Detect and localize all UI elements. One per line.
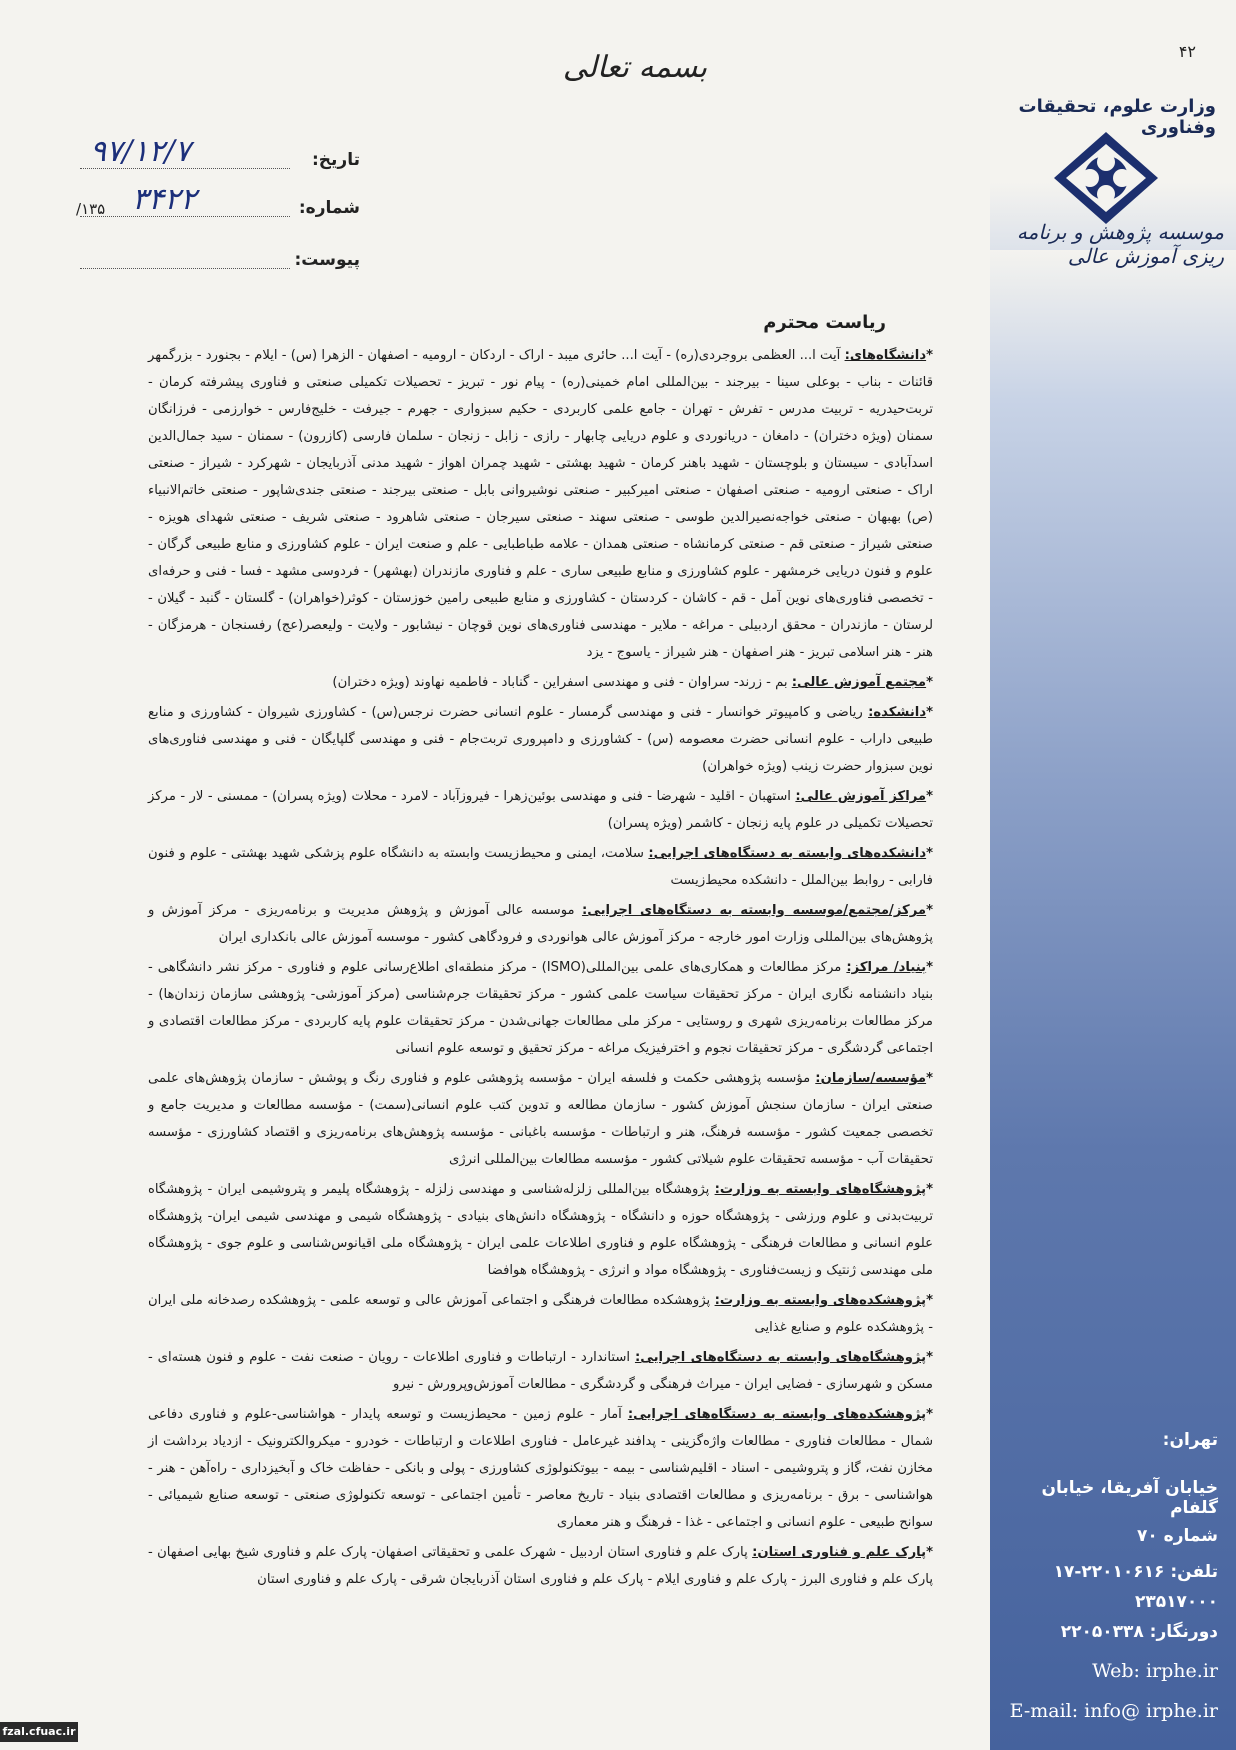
- number-prefix: ۱۳۵/: [76, 200, 106, 218]
- attachment-label: پیوست:: [294, 250, 360, 270]
- paragraph-affiliated-faculties: *دانشکده‌های وابسته به دستگاه‌های اجرایی: سلامت، ایمنی و محیط‌زیست وابسته به دانشگاه علوم پزشکی شهید بهشتی - علوم و فنون فارابی - روابط بین‌الملل - دانشکده محیط‌زیست: [148, 846, 934, 888]
- paragraph-text: مؤسسه پژوهشی حکمت و فلسفه ایران - مؤسسه پژوهشی علوم و فناوری رنگ و پوشش - سازمان پژوهش‌های علمی صنعتی ایران - سازمان سنجش آموزش کشور - سازمان مطالعه و تدوین کتب علوم انسانی(سمت) - مؤسسه مطالعات و مدیریت جامع و تخصصی جمعیت کشور - مؤسسه فرهنگ، هنر و ارتباطات - مؤسسه باغبانی - مؤسسه پژوهش‌های برنامه‌ریزی و اقتصاد کشاورزی - مؤسسه تحقیقات آب - مؤسسه تحقیقات علوم شیلاتی کشور - مؤسسه مطالعات بین‌المللی انرژی: [148, 1071, 933, 1167]
- institute-logo-icon: [1046, 128, 1166, 228]
- date-label: تاریخ:: [312, 150, 360, 170]
- basmala: بسمه تعالی: [562, 50, 708, 85]
- contact-number: شماره ۷۰: [1136, 1526, 1218, 1546]
- fax-label: دورنگار:: [1149, 1622, 1218, 1642]
- paragraph-text: موسسه عالی آموزش و پژوهش مدیریت و برنامه‌ریزی - مرکز آموزش و پژوهش‌های بین‌المللی وزارت امور خارجه - مرکز آموزش عالی هوانوردی و فرودگاهی کشور - موسسه آموزش عالی بانکداری ایران: [148, 903, 933, 945]
- corner-mark: ۴۲: [1178, 42, 1196, 61]
- paragraph-head: پژوهشگاه‌های وابسته به وزارت:: [714, 1182, 927, 1197]
- paragraph-text: آیت ا... العظمی بروجردی(ره) - آیت ا... حائری میبد - اراک - اردکان - ارومیه - اصفهان - الزهرا (س) - ایلام - بجنورد - بزرگمهر قائنات - بناب - بوعلی سینا - بیرجند - بین‌المللی امام خمینی(ره) - پیام نور - تبریز - تحصیلات تکمیلی صنعتی و فناوری پیشرفته کرمان - تربت‌حیدریه - تربیت مدرس - تفرش - تهران - جامع علمی کاربردی - حکیم سبزواری - جهرم - جیرفت - خلیج‌فارس - خوارزمی - فرزانگان سمنان (ویژه دختران) - دامغان - دریانوردی و علوم دریایی چابهار - رازی - زابل - زنجان - سلمان فارسی (کازرون) - سمنان - سید جمال‌الدین اسدآبادی - سیستان و بلوچستان - شهید باهنر کرمان - شهید بهشتی - شهید چمران اهواز - شهید مدنی آذربایجان - شهرکرد - شیراز - صنعتی اراک - صنعتی ارومیه - صنعتی اصفهان - صنعتی امیرکبیر - صنعتی نوشیروانی بابل - صنعتی بیرجند - صنعتی جندی‌شاپور - صنعتی خاتم‌الانبیاء (ص) بهبهان - صنعتی خواجه‌نصیرالدین طوسی - صنعتی سهند - صنعتی سیرجان - صنعتی شاهرود - صنعتی شریف - صنعتی شهدای هویزه - صنعتی شیراز - صنعتی قم - صنعتی کرمانشاه - صنعتی همدان - علامه طباطبایی - علم و صنعت ایران - علوم کشاورزی و منابع طبیعی گرگان - علوم و فنون دریایی خرمشهر - علوم کشاورزی و منابع طبیعی ساری - علم و فناوری مازندران (بهشهر) - فردوسی مشهد - فسا - فنی و حرفه‌ای - تخصصی فناوری‌های نوین آمل - قم - کاشان - کردستان - کشاورزی و منابع طبیعی رامین خوزستان - کوثر(خواهران) - گلستان - گنبد - گیلان - لرستان - مازندران - محقق اردبیلی - مراغه - ملایر - مهندسی فناوری‌های نوین قوچان - نیشابور - ولایت - ولیعصر(عج) رفسنجان - هرمزگان - هنر - هنر اسلامی تبریز - هنر اصفهان - هنر شیراز - یاسوج - یزد: [148, 348, 933, 660]
- paragraph-head: دانشکده:: [868, 705, 927, 720]
- contact-address: خیابان آفریقا، خیابان گلفام: [1041, 1478, 1218, 1518]
- greeting: ریاست محترم: [763, 312, 886, 333]
- paragraph-head: پژوهشکده‌های وابسته به وزارت:: [714, 1293, 927, 1308]
- paragraph-foundations: *بنیاد/ مراکز: مرکز مطالعات و همکاری‌های علمی بین‌المللی(ISMO) - مرکز منطقه‌ای اطلاع‌رسانی علوم و فناوری - مرکز نشر دانشگاهی - بنیاد دانشنامه نگاری ایران - مرکز تحقیقات سیاست علمی کشور - مرکز تحقیقات جرم‌شناسی (مرکز آموزشی- پژوهشی سازمان زندان‌ها) - مرکز مطالعات برنامه‌ریزی شهری و روستایی - مرکز ملی مطالعات جهانی‌شدن - مرکز تحقیقات علوم پایه کاربردی - مرکز مطالعات اقتصادی و اجتماعی گردشگری - مرکز تحقیقات نجوم و اخترفیزیک مراغه - مرکز تحقیق و توسعه علوم انسانی: [148, 960, 933, 1056]
- paragraph-head: بنیاد/ مراکز:: [846, 960, 927, 975]
- contact-phone2: ۲۳۵۱۷۰۰۰: [1134, 1592, 1218, 1612]
- contact-web: Web: irphe.ir: [1092, 1660, 1218, 1682]
- paragraph-research-centers-executive: *پژوهشکده‌های وابسته به دستگاه‌های اجرایی: آمار - علوم زمین - محیط‌زیست و توسعه پایدار - هواشناسی-علوم و فناوری دفاعی شمال - مطالعات فناوری - مطالعات واژه‌گزینی - پدافند غیرعامل - فناوری اطلاعات و ارتباطات - خودرو - میکروالکترونیک - ازدیاد برداشت از مخازن نفت، گاز و پتروشیمی - اسناد - اقلیم‌شناسی - بیمه - بیوتکنولوژی کشاورزی - پولی و بانکی - حفاظت خاک و آبخیزداری - راه‌آهن - هنر - هواشناسی - برق - برنامه‌ریزی و مطالعات اقتصادی بنیاد - تاریخ معاصر - تأمین اجتماعی - توسعه تکنولوژی صنعتی - توسعه صنایع شیمیائی - سوانح طبیعی - علوم انسانی و اجتماعی - غذا - فرهنگ و هنر معماری: [148, 1407, 933, 1530]
- paragraph-higher-education-centers: *مراکز آموزش عالی: استهبان - اقلید - شهرضا - فنی و مهندسی بوئین‌زهرا - فیروزآباد - لامرد - محلات (ویژه پسران) - ممسنی - لار - مرکز تحصیلات تکمیلی در علوم پایه زنجان - کاشمر (ویژه پسران): [148, 789, 933, 831]
- paragraph-head: مراکز آموزش عالی:: [795, 789, 927, 804]
- number-value: ۳۴۲۲: [132, 182, 197, 217]
- side-band: [990, 250, 1236, 1750]
- watermark-tag: fzal.cfuac.ir: [0, 1722, 78, 1742]
- phone-label: تلفن:: [1170, 1562, 1218, 1582]
- paragraph-head: مجتمع آموزش عالی:: [791, 675, 927, 690]
- paragraph-text: پژوهشگاه بین‌المللی زلزله‌شناسی و مهندسی زلزله - پژوهشگاه پلیمر و پتروشیمی ایران - پژوهشگاه تربیت‌بدنی و علوم ورزشی - پژوهشگاه حوزه و دانشگاه - پژوهشگاه دانش‌های بنیادی - پژوهشگاه شیمی و مهندسی شیمی ایران- پژوهشگاه علوم انسانی و مطالعات فرهنگی - پژوهشگاه علوم و فناوری اطلاعات علمی ایران - پژوهشگاه ملی اقیانوس‌شناسی و علوم جوی - پژوهشگاه ملی مهندسی ژنتیک و زیست‌فناوری - پژوهشگاه مواد و انرژی - پژوهشگاه هوافضا: [148, 1182, 933, 1278]
- paragraph-text: ریاضی و کامپیوتر خوانسار - فنی و مهندسی گرمسار - علوم انسانی حضرت نرجس(س) - کشاورزی شیروان - کشاورزی و منابع طبیعی داراب - علوم انسانی حضرت معصومه (س) - کشاورزی و دامپروری تربت‌جام - فنی و مهندسی گلپایگان - فنی و مهندسی فناوری‌های نوین سبزوار حضرت زینب (ویژه خواهران): [148, 705, 933, 774]
- paragraph-text: بم - زرند- سراوان - فنی و مهندسی اسفراین - گناباد - فاطمیه نهاوند (ویژه دختران): [332, 675, 792, 690]
- date-value: ۹۷/۱۲/۷: [90, 134, 191, 169]
- paragraph-text: استاندارد - ارتباطات و فناوری اطلاعات - رویان - صنعت نفت - علوم و فنون هسته‌ای - مسکن و شهرسازی - فضایی ایران - میراث فرهنگی و گردشگری - مطالعات آموزش‌وپرورش - نیرو: [148, 1350, 933, 1392]
- contact-city: تهران:: [1162, 1430, 1218, 1450]
- paragraph-text: استهبان - اقلید - شهرضا - فنی و مهندسی بوئین‌زهرا - فیروزآباد - لامرد - محلات (ویژه پسران) - ممسنی - لار - مرکز تحصیلات تکمیلی در علوم پایه زنجان - کاشمر (ویژه پسران): [148, 789, 933, 831]
- paragraph-research-institutes-ministry: *پژوهشگاه‌های وابسته به وزارت: پژوهشگاه بین‌المللی زلزله‌شناسی و مهندسی زلزله - پژوهشگاه پلیمر و پتروشیمی ایران - پژوهشگاه تربیت‌بدنی و علوم ورزشی - پژوهشگاه حوزه و دانشگاه - پژوهشگاه دانش‌های بنیادی - پژوهشگاه شیمی و مهندسی شیمی ایران- پژوهشگاه علوم انسانی و مطالعات فرهنگی - پژوهشگاه علوم و فناوری اطلاعات علمی ایران - پژوهشگاه ملی اقیانوس‌شناسی و علوم جوی - پژوهشگاه ملی مهندسی ژنتیک و زیست‌فناوری - پژوهشگاه مواد و انرژی - پژوهشگاه هوافضا: [148, 1182, 933, 1278]
- paragraph-affiliated-centers: *مرکز/مجتمع/موسسه وابسته به دستگاه‌های اجرایی: موسسه عالی آموزش و پژوهش مدیریت و برنامه‌ریزی - مرکز آموزش و پژوهش‌های بین‌المللی وزارت امور خارجه - مرکز آموزش عالی هوانوردی و فرودگاهی کشور - موسسه آموزش عالی بانکداری ایران: [148, 903, 933, 945]
- paragraph-head: دانشکده‌های وابسته به دستگاه‌های اجرایی:: [648, 846, 927, 861]
- paragraph-science-parks: *پارک علم و فناوری استان: پارک علم و فناوری استان اردبیل - شهرک علمی و تحقیقاتی اصفهان- پارک علم و فناوری شیخ بهایی اصفهان - پارک علم و فناوری البرز - پارک علم و فناوری ایلام - پارک علم و فناوری استان آذربایجان شرقی - پارک علم و فناوری استان: [148, 1545, 933, 1587]
- phone-value: ۲۲۰۱۰۶۱۶-۱۷: [1053, 1562, 1165, 1582]
- paragraph-text: آمار - علوم زمین - محیط‌زیست و توسعه پایدار - هواشناسی-علوم و فناوری دفاعی شمال - مطالعات فناوری - مطالعات واژه‌گزینی - پدافند غیرعامل - فناوری اطلاعات و ارتباطات - خودرو - میکروالکترونیک - ازدیاد برداشت از مخازن نفت، گاز و پتروشیمی - اسناد - اقلیم‌شناسی - بیمه - بیوتکنولوژی کشاورزی - پولی و بانکی - حفاظت خاک و آبخیزداری - راه‌آهن - هنر - هواشناسی - برق - برنامه‌ریزی و مطالعات اقتصادی بنیاد - تاریخ معاصر - تأمین اجتماعی - توسعه تکنولوژی صنعتی - توسعه صنایع شیمیائی - سوانح طبیعی - علوم انسانی و اجتماعی - غذا - فرهنگ و هنر معماری: [148, 1407, 933, 1530]
- paragraph-research-institutes-executive: *پژوهشگاه‌های وابسته به دستگاه‌های اجرایی: استاندارد - ارتباطات و فناوری اطلاعات - رویان - صنعت نفت - علوم و فنون هسته‌ای - مسکن و شهرسازی - فضایی ایران - میراث فرهنگی و گردشگری - مطالعات آموزش‌وپرورش - نیرو: [148, 1350, 933, 1392]
- paragraph-head: پژوهشکده‌های وابسته به دستگاه‌های اجرایی:: [627, 1407, 927, 1422]
- fax-value: ۲۲۰۵۰۳۳۸: [1060, 1622, 1144, 1642]
- contact-fax: [998, 1622, 1218, 1642]
- paragraph-higher-education-complex: *مجتمع آموزش عالی: بم - زرند- سراوان - فنی و مهندسی اسفراین - گناباد - فاطمیه نهاوند (ویژه دختران): [332, 675, 933, 690]
- letter-body: [148, 342, 933, 1596]
- paragraph-head: دانشگاه‌های:: [844, 348, 927, 363]
- attachment-line: [80, 268, 290, 269]
- ministry-name: وزارت علوم، تحقیقات وفناوری: [1018, 96, 1216, 138]
- paragraph-universities: *دانشگاه‌های: آیت ا... العظمی بروجردی(ره) - آیت ا... حائری میبد - اراک - اردکان - ارومیه - اصفهان - الزهرا (س) - ایلام - بجنورد - بزرگمهر قائنات - بناب - بوعلی سینا - بیرجند - بین‌المللی امام خمینی(ره) - پیام نور - تبریز - تحصیلات تکمیلی صنعتی و فناوری پیشرفته کرمان - تربت‌حیدریه - تربیت مدرس - تفرش - تهران - جامع علمی کاربردی - حکیم سبزواری - جهرم - جیرفت - خلیج‌فارس - خوارزمی - فرزانگان سمنان (ویژه دختران) - دامغان - دریانوردی و علوم دریایی چابهار - رازی - زابل - زنجان - سلمان فارسی (کازرون) - سمنان - سید جمال‌الدین اسدآبادی - سیستان و بلوچستان - شهید باهنر کرمان - شهید بهشتی - شهید چمران اهواز - شهید مدنی آذربایجان - شهرکرد - شیراز - صنعتی اراک - صنعتی ارومیه - صنعتی اصفهان - صنعتی امیرکبیر - صنعتی نوشیروانی بابل - صنعتی بیرجند - صنعتی جندی‌شاپور - صنعتی خاتم‌الانبیاء (ص) بهبهان - صنعتی خواجه‌نصیرالدین طوسی - صنعتی سهند - صنعتی سیرجان - صنعتی شاهرود - صنعتی شریف - صنعتی شهدای هویزه - صنعتی شیراز - صنعتی قم - صنعتی کرمانشاه - صنعتی همدان - علامه طباطبایی - علم و صنعت ایران - علوم کشاورزی و منابع طبیعی گرگان - علوم و فنون دریایی خرمشهر - علوم کشاورزی و منابع طبیعی ساری - علم و فناوری مازندران (بهشهر) - فردوسی مشهد - فسا - فنی و حرفه‌ای - تخصصی فناوری‌های نوین آمل - قم - کاشان - کردستان - کشاورزی و منابع طبیعی رامین خوزستان - کوثر(خواهران) - گلستان - گنبد - گیلان - لرستان - مازندران - محقق اردبیلی - مراغه - ملایر - مهندسی فناوری‌های نوین قوچان - نیشابور - ولایت - ولیعصر(عج) رفسنجان - هرمزگان - هنر - هنر اسلامی تبریز - هنر اصفهان - هنر شیراز - یاسوج - یزد: [148, 348, 933, 660]
- paragraph-text: سلامت، ایمنی و محیط‌زیست وابسته به دانشگاه علوم پزشکی شهید بهشتی - علوم و فنون فارابی - روابط بین‌الملل - دانشکده محیط‌زیست: [148, 846, 933, 888]
- contact-email: E-mail: info@ irphe.ir: [1009, 1700, 1218, 1722]
- paragraph-head: مرکز/مجتمع/موسسه وابسته به دستگاه‌های اجرایی:: [581, 903, 927, 918]
- paragraph-text: پارک علم و فناوری استان اردبیل - شهرک علمی و تحقیقاتی اصفهان- پارک علم و فناوری شیخ بهایی اصفهان - پارک علم و فناوری البرز - پارک علم و فناوری ایلام - پارک علم و فناوری استان آذربایجان شرقی - پارک علم و فناوری استان: [148, 1545, 933, 1587]
- paragraph-faculties: *دانشکده: ریاضی و کامپیوتر خوانسار - فنی و مهندسی گرمسار - علوم انسانی حضرت نرجس(س) - کشاورزی شیروان - کشاورزی و منابع طبیعی داراب - علوم انسانی حضرت معصومه (س) - کشاورزی و دامپروری تربت‌جام - فنی و مهندسی گلپایگان - فنی و مهندسی فناوری‌های نوین سبزوار حضرت زینب (ویژه خواهران): [148, 705, 933, 774]
- paragraph-head: پارک علم و فناوری استان:: [752, 1545, 927, 1560]
- paragraph-text: پژوهشکده مطالعات فرهنگی و اجتماعی آموزش عالی و توسعه علمی - پژوهشکده رصدخانه ملی ایران - پژوهشکده علوم و صنایع غذایی: [148, 1293, 933, 1335]
- paragraph-institutes: *مؤسسه/سازمان: مؤسسه پژوهشی حکمت و فلسفه ایران - مؤسسه پژوهشی علوم و فناوری رنگ و پوشش - سازمان پژوهش‌های علمی صنعتی ایران - سازمان سنجش آموزش کشور - سازمان مطالعه و تدوین کتب علوم انسانی(سمت) - مؤسسه مطالعات و مدیریت جامع و تخصصی جمعیت کشور - مؤسسه فرهنگ، هنر و ارتباطات - مؤسسه باغبانی - مؤسسه پژوهش‌های برنامه‌ریزی و اقتصاد کشاورزی - مؤسسه تحقیقات آب - مؤسسه تحقیقات علوم شیلاتی کشور - مؤسسه مطالعات بین‌المللی انرژی: [148, 1071, 933, 1167]
- paragraph-head: پژوهشگاه‌های وابسته به دستگاه‌های اجرایی:: [634, 1350, 927, 1365]
- paragraph-text: مرکز مطالعات و همکاری‌های علمی بین‌المللی(ISMO) - مرکز منطقه‌ای اطلاع‌رسانی علوم و فناوری - مرکز نشر دانشگاهی - بنیاد دانشنامه نگاری ایران - مرکز تحقیقات سیاست علمی کشور - مرکز تحقیقات جرم‌شناسی (مرکز آموزشی- پژوهشی سازمان زندان‌ها) - مرکز مطالعات برنامه‌ریزی شهری و روستایی - مرکز ملی مطالعات جهانی‌شدن - مرکز تحقیقات علوم پایه کاربردی - مرکز مطالعات اقتصادی و اجتماعی گردشگری - مرکز تحقیقات نجوم و اخترفیزیک مراغه - مرکز تحقیق و توسعه علوم انسانی: [148, 960, 933, 1056]
- institute-name: موسسه پژوهش و برنامه ریزی آموزش عالی: [1016, 220, 1224, 268]
- paragraph-head: مؤسسه/سازمان:: [815, 1071, 927, 1086]
- contact-phone: [998, 1562, 1218, 1582]
- paragraph-research-centers-ministry: *پژوهشکده‌های وابسته به وزارت: پژوهشکده مطالعات فرهنگی و اجتماعی آموزش عالی و توسعه علمی - پژوهشکده رصدخانه ملی ایران - پژوهشکده علوم و صنایع غذایی: [148, 1293, 933, 1335]
- number-label: شماره:: [298, 198, 360, 218]
